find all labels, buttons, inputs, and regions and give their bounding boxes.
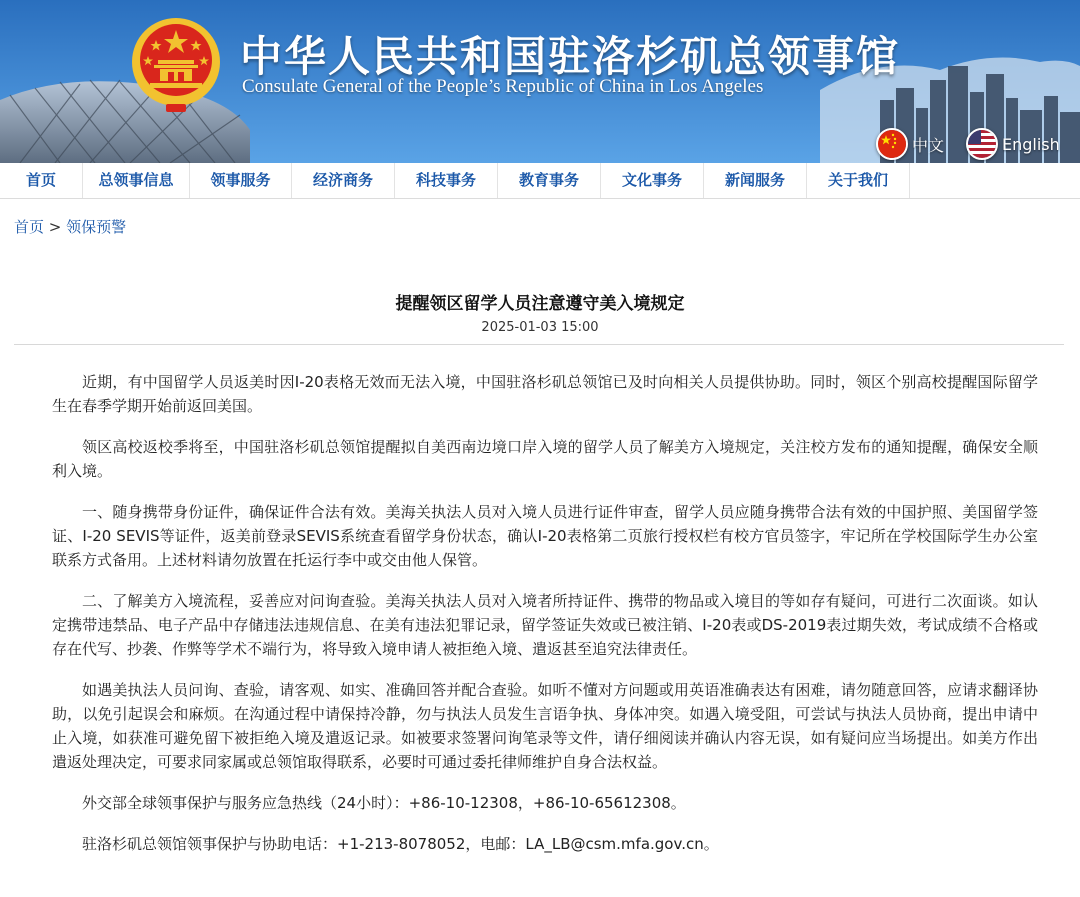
nav-item-about-us[interactable]: 关于我们 [807, 163, 910, 198]
main-nav [0, 163, 1080, 199]
article-paragraph: 如遇美执法人员问询、查验，请客观、如实、准确回答并配合查验。如听不懂对方问题或用英语准确表达有困难，请勿随意回答，应请求翻译协助，以免引起误会和麻烦。在沟通过程中请保持冷静，勿与执法人员发生言语争执、身体冲突。如遇入境受阻，可尝试与执法人员协商，提出申请中止入境，如获准可避免留下被拒绝入境及遣返记录。如被要求签署问询笔录等文件，请仔细阅读并确认内容无误，如有疑问应当场提出。如美方作出遣返处理决定，可要求同家属或总领馆取得联系，必要时可通过委托律师维护自身合法权益。 [52, 681, 1038, 771]
nav-item-consular-services[interactable]: 领事服务 [190, 163, 292, 198]
language-english-link[interactable] [966, 128, 1060, 160]
site-title-en: Consulate General of the People’s Republic of China in Los Angeles [242, 76, 764, 97]
nav-item-home[interactable]: 首页 [0, 163, 83, 198]
breadcrumb-home-link[interactable]: 首页 [14, 218, 45, 236]
article-paragraph: 二、了解美方入境流程，妥善应对问询查验。美海关执法人员对入境者所持证件、携带的物品或入境目的等如存有疑问，可进行二次面谈。如认定携带违禁品、电子产品中存储违法违规信息、在美有违法犯罪记录，留学签证失效或已被注销、I-20表或DS-2019表过期失效，考试成绩不合格或存在代写、抄袭、作弊等学术不端行为，将导致入境申请人被拒绝入境、遣返甚至追究法律责任。 [52, 592, 1038, 658]
article-paragraph: 领区高校返校季将至，中国驻洛杉矶总领馆提醒拟自美西南边境口岸入境的留学人员了解美方入境规定，关注校方发布的通知提醒，确保安全顺利入境。 [52, 438, 1038, 480]
article-paragraph: 一、随身携带身份证件，确保证件合法有效。美海关执法人员对入境人员进行证件审查，留学人员应随身携带合法有效的中国护照、美国留学签证、I-20 SEVIS等证件，返美前登录SEVIS系统查看留学身份状态，确认I-20表格第二页旅行授权栏有校方官员签字，牢记所在学校国际学生办公室联系方式备用。上述材料请勿放置在托运行李中或交由他人保管。 [52, 503, 1038, 569]
china-flag-icon [876, 128, 908, 160]
language-chinese-link[interactable] [876, 128, 944, 160]
article-paragraph: 驻洛杉矶总领馆领事保护与协助电话：+1-213-8078052，电邮：LA_LB@csm.mfa.gov.cn。 [82, 835, 719, 853]
breadcrumb-separator: > [48, 218, 62, 236]
article-title: 提醒领区留学人员注意遵守美入境规定 [395, 294, 685, 314]
nav-item-culture-affairs[interactable]: 文化事务 [601, 163, 704, 198]
us-flag-icon [966, 128, 998, 160]
article-paragraph: 外交部全球领事保护与服务应急热线（24小时）：+86-10-12308，+86-10-65612308。 [82, 794, 686, 812]
nav-item-science-affairs[interactable]: 科技事务 [395, 163, 498, 198]
national-emblem-icon [130, 16, 222, 114]
nav-item-education-affairs[interactable]: 教育事务 [498, 163, 601, 198]
language-english-label: English [1002, 134, 1060, 154]
nav-item-consul-general-info[interactable]: 总领事信息 [83, 163, 190, 198]
title-divider [14, 344, 1064, 345]
language-chinese-label: 中文 [912, 135, 945, 155]
nav-item-news-services[interactable]: 新闻服务 [704, 163, 807, 198]
site-title-cn: 中华人民共和国驻洛杉矶总领事馆 [240, 32, 901, 81]
breadcrumb-current-link[interactable]: 领保预警 [66, 218, 127, 236]
nav-item-economic-affairs[interactable]: 经济商务 [292, 163, 395, 198]
header-banner [0, 0, 1080, 163]
article-date: 2025-01-03 15:00 [481, 320, 599, 335]
breadcrumb [14, 216, 126, 237]
article-paragraph: 近期，有中国留学人员返美时因I-20表格无效而无法入境，中国驻洛杉矶总领馆已及时向相关人员提供协助。同时，领区个别高校提醒国际留学生在春季学期开始前返回美国。 [52, 373, 1038, 415]
article-body [52, 370, 1038, 873]
